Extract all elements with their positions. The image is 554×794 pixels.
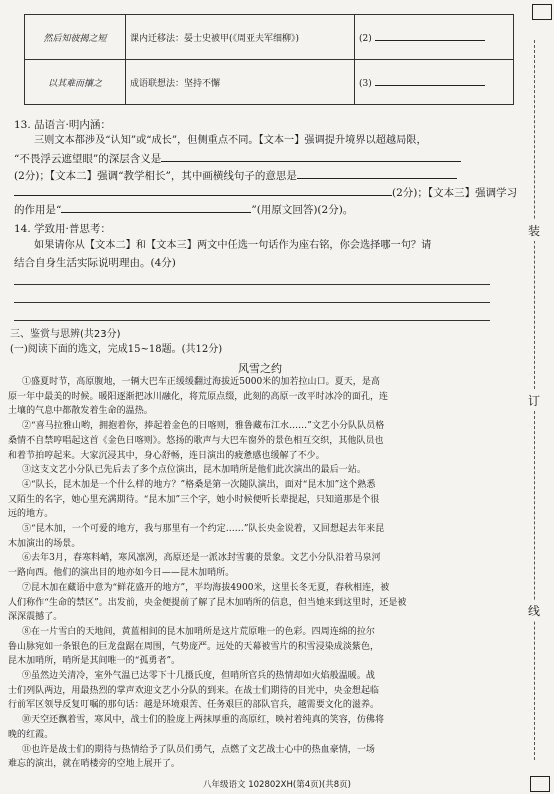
question-13-heading: 13. 品语言·明内涵： bbox=[14, 119, 111, 131]
question-13-line: 三则文本都涉及“认知”或“成长”，但侧重点不同。【文本一】强调提升境界以超越局限， bbox=[34, 135, 427, 146]
answer-line[interactable] bbox=[14, 320, 490, 321]
passage-line: ⑧在一片雪白的天地间，黄蓝相间的昆木加哨所是这片荒原唯一的色彩。四周连绵的拉尔 bbox=[22, 626, 375, 637]
answer-blank[interactable] bbox=[14, 185, 392, 196]
passage-line: 士们列队两边，用最热烈的掌声欢迎文艺小分队的到来。在战士们期待的目光中，央金想起临 bbox=[8, 685, 380, 696]
answer-line[interactable] bbox=[14, 284, 490, 285]
question-14-heading: 14. 学致用·普思考： bbox=[14, 223, 111, 235]
table-cell: 课内迁移法：晏士史被甲(《周亚夫军细柳》) bbox=[126, 15, 355, 60]
passage-line: 难忘的演出，就在哨楼旁的空地上展开了。 bbox=[8, 759, 180, 770]
passage-line: 人们称作“生命的禁区”。出发前，央金便提前了解了昆木加哨所的信息，但当她来到这里时，还是被 bbox=[8, 597, 407, 608]
passage-line: ⑤“昆木加，一个可爱的地方，我与那里有一个约定……”队长央金说着，又回想起去年来昆 bbox=[22, 524, 385, 534]
question-13-line: (2分)；【文本二】强调“教学相长”，其中画横线句子的意思是 bbox=[14, 168, 457, 183]
passage-line: ①盛夏时节，高原腹地，一辆大巴车正缓缓翻过海拔近5000米的加若拉山口。夏天，是高 bbox=[22, 377, 380, 387]
passage-line: ③这支文艺小分队已先后去了多个点位演出，昆木加哨所是他们此次演出的最后一站。 bbox=[22, 465, 366, 476]
passage-line: 一路向西。他们的演出目的地亦如今日——昆木加哨所。 bbox=[8, 568, 235, 579]
page-footer: 八年级语文 102802XH(第4页)(共8页) bbox=[203, 780, 351, 790]
answer-line[interactable] bbox=[14, 302, 490, 303]
passage-line: 土壤的气息中都散发着生命的温热。 bbox=[8, 406, 153, 417]
answer-blank[interactable] bbox=[375, 75, 485, 86]
passage-line: ⑪也许是战士们的期待与热情给予了队员们勇气，点燃了文艺战士心中的热血豪情，一场 bbox=[22, 744, 375, 755]
passage-line: ④“队长，昆木加是一个什么样的地方？”格桑是第一次随队演出，面对“昆木加”这个熟悉 bbox=[22, 479, 376, 490]
passage-line: 和着节拍哼起来。大家沉浸其中，身心舒畅，连日演出的疲惫感也缓解了不少。 bbox=[8, 450, 325, 461]
binding-mark-xian: 线 bbox=[528, 600, 540, 621]
passage-line: ⑥去年3月，春寒料峭，寒风凛冽，高原还是一派冰封雪裹的景象。文艺小分队沿着马泉河 bbox=[22, 553, 381, 564]
corner-box bbox=[532, 4, 552, 20]
answer-blank[interactable] bbox=[61, 202, 251, 213]
question-13-line: 的作用是“ ”(用原文回答)(2分)。 bbox=[14, 204, 354, 216]
section-subheading: (一)阅读下面的选文，完成15~18题。(共12分) bbox=[10, 344, 223, 355]
passage-line: ②“喜马拉雅山哟，拥抱着你，捧起着金色的日喀则，雅鲁藏布江水……”文艺小分队队员格 bbox=[22, 421, 385, 432]
passage-line: 鲁山脉宛如一条银色的巨龙盘踞在周围，气势庞严。远处的天幕被雪片的积雪浸染成淡紫色， bbox=[8, 641, 380, 652]
answer-cell: (2) bbox=[355, 15, 514, 60]
binding-mark-zhuang: 装 bbox=[528, 220, 540, 241]
section-heading: 三、鉴赏与思辨(共23分) bbox=[10, 329, 121, 340]
passage-line: ⑨虽然边关清冷，室外气温已达零下十几摄氏度，但哨所官兵的热情却如火焰般温暖。战 bbox=[22, 671, 375, 681]
question-14-line: 如果请你从【文本二】和【文本三】两文中任选一句话作为座右铭，你会选择哪一句？请 bbox=[34, 240, 432, 251]
passage-line: ⑩天空还飘着雪，寒风中，战士们的脸庞上两抹厚重的高原红，映衬着纯真的笑容，仿佛将 bbox=[22, 715, 385, 726]
passage-line: 远的地方。 bbox=[8, 509, 54, 520]
answer-cell: (3) bbox=[355, 60, 514, 105]
passage-line: 原一年中最美的时候。暖阳逐渐把冰川融化，将荒原点缀，此刻的高原一改平时冰冷的面孔，连 bbox=[8, 391, 389, 402]
binding-mark-ding: 订 bbox=[528, 390, 540, 411]
passage-line: ⑦昆木加在藏语中意为“鲜花盛开的地方”，平均海拔4900米，这里长冬无夏，春秋相连，被 bbox=[22, 582, 390, 593]
table-cell: 然后知彼揭之短 bbox=[25, 15, 126, 60]
method-table bbox=[24, 14, 514, 105]
passage-title: 风雪之约 bbox=[238, 362, 282, 375]
question-13-line: “不畏浮云遮望眼”的深层含义是 bbox=[14, 151, 461, 166]
table-row bbox=[25, 15, 514, 60]
passage-line: 又陌生的名字，她心里充满期待。“昆木加”三个字，她小时候便听长辈提起，只知道那是个很 bbox=[8, 494, 380, 505]
table-row bbox=[25, 60, 514, 105]
table-cell: 以其难而攘之 bbox=[25, 60, 126, 105]
passage-line: 深深震撼了。 bbox=[8, 612, 63, 623]
passage-line: 昆木加哨所，哨所是其间唯一的“孤勇者”。 bbox=[8, 656, 181, 667]
question-14-line: 结合自身生活实际说明理由。(4分) bbox=[14, 257, 176, 269]
passage-line: 行前军区领导反复叮嘱的那句话：越是环境艰苦、任务艰巨的部队官兵，越需要文化的滋养。 bbox=[8, 700, 380, 711]
answer-blank[interactable] bbox=[297, 168, 457, 179]
answer-blank[interactable] bbox=[161, 151, 461, 162]
table-cell: 成语联想法：坚持不懈 bbox=[126, 60, 355, 105]
passage-line: 桑情不自禁哼唱起这首《金色日喀则》。悠扬的歌声与大巴车窗外的景色相互交织，其他队员也 bbox=[8, 435, 384, 446]
answer-blank[interactable] bbox=[375, 30, 485, 41]
passage-line: 木加演出的场景。 bbox=[8, 538, 81, 549]
question-13-line: (2分)；【文本三】强调学习 bbox=[14, 185, 517, 200]
passage-line: 晚的红霞。 bbox=[8, 729, 54, 740]
